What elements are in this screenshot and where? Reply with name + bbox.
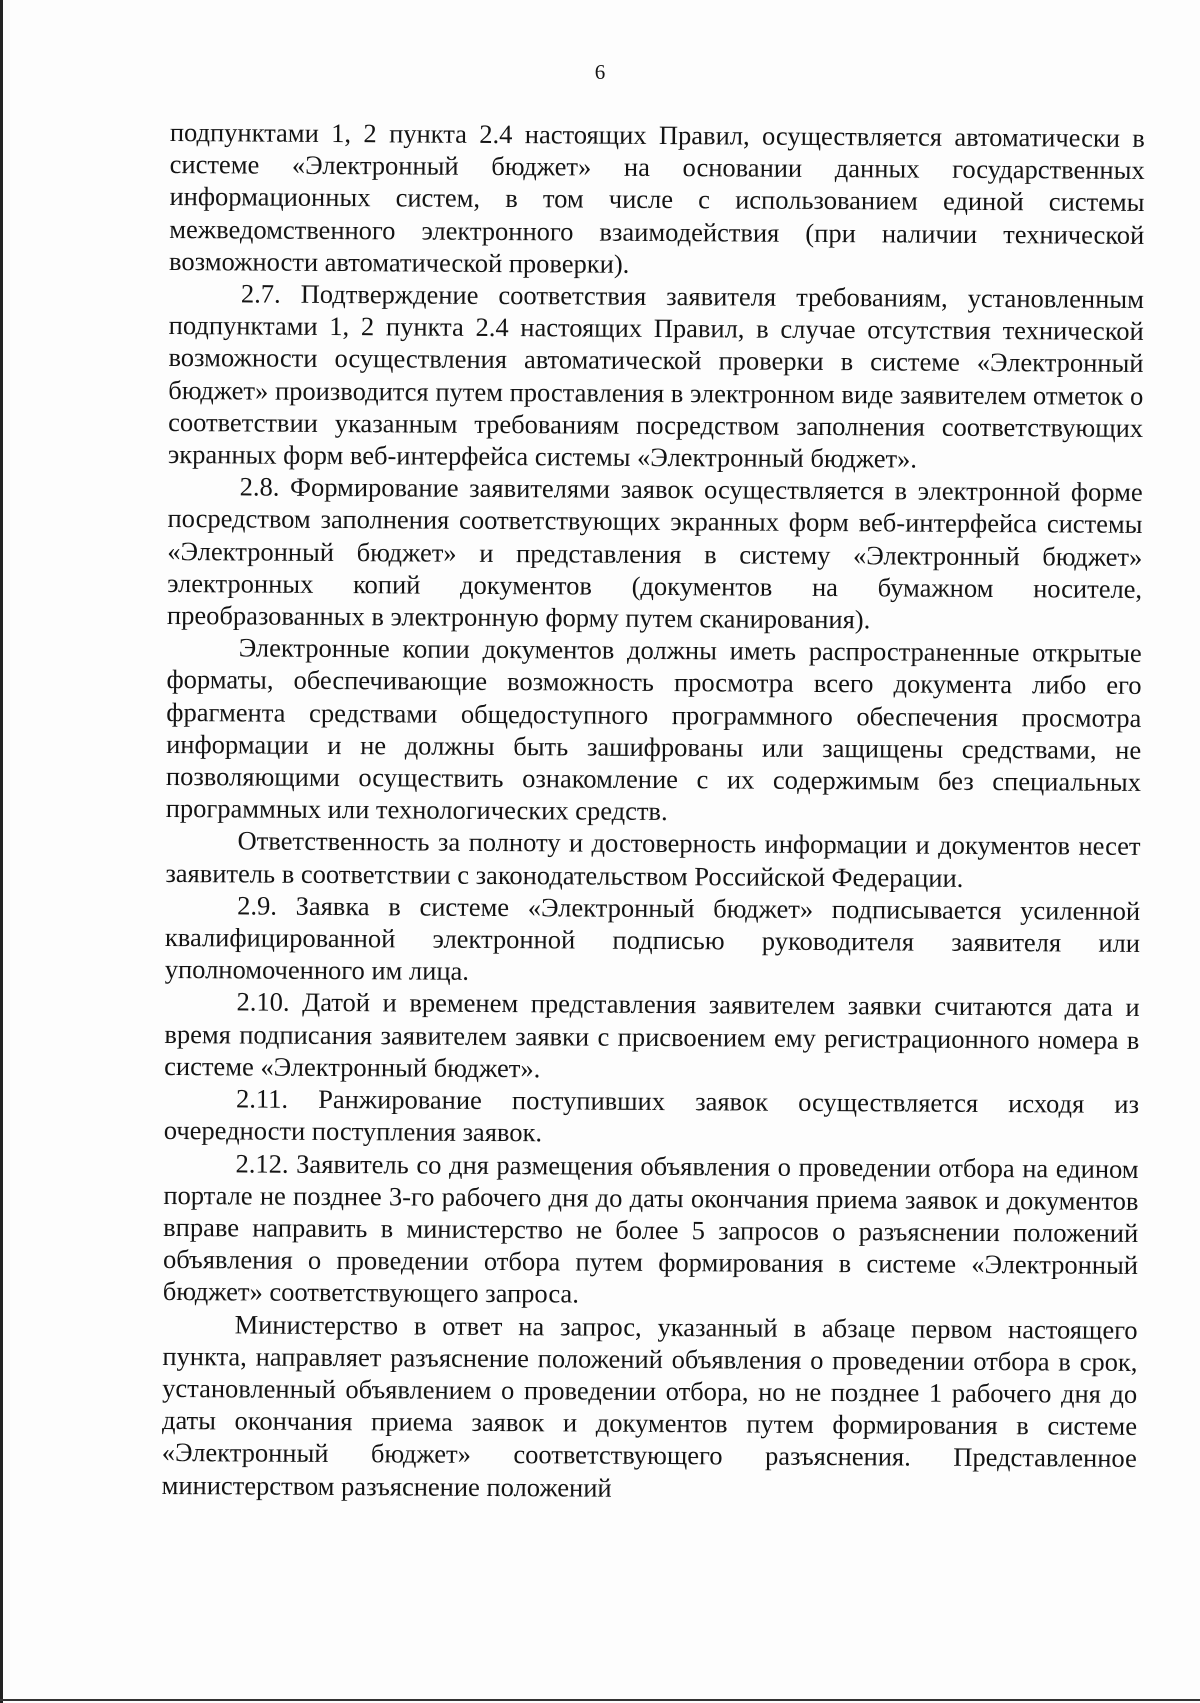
- paragraph-2-10: 2.10. Датой и временем представления заявителем заявки считаются дата и время подписания заявителем заявки с присвоением ему регистрационного номера в системе «Электронный бюджет».: [164, 986, 1140, 1084]
- paragraph-continuation: подпунктами 1, 2 пункта 2.4 настоящих Правил, осуществляется автоматически в системе «Электронный бюджет» на основании данных государственных информационных систем, в том числе с использованием единой системы межведомственного электронного взаимодействия (при наличии технической возможности автоматической проверки).: [169, 116, 1145, 279]
- paragraph-2-12: 2.12. Заявитель со дня размещения объявления о проведении отбора на едином портале не позднее 3-го рабочего дня до даты окончания приема заявок и документов вправе направить в министерство не более 5 запросов о разъяснении положений объявления о проведении отбора путем формирования в системе «Электронный бюджет» соответствующего запроса.: [162, 1147, 1139, 1309]
- paragraph-2-11: 2.11. Ранжирование поступивших заявок осуществляется исходя из очередности поступления заявок.: [163, 1083, 1140, 1148]
- paragraph-2-8-responsibility: Ответственность за полноту и достоверность информации и документов несет заявитель в соответствии с законодательством Российской Федерации.: [165, 825, 1141, 893]
- scan-edge-bottom: [0, 1699, 1200, 1701]
- paragraph-2-8: 2.8. Формирование заявителями заявок осуществляется в электронной форме посредством заполнения соответствующих экранных форм веб-интерфейса системы «Электронный бюджет» и представления в систему «Электронный бюджет» электронных копий документов (документов на бумажном носителе, преобразованных в электронную форму путем сканирования).: [166, 471, 1143, 635]
- scan-edge-left: [0, 0, 3, 1703]
- page-number: 6: [594, 60, 606, 84]
- document-body: [162, 116, 1145, 1507]
- paragraph-2-8-electronic-copies: Электронные копии документов должны иметь распространенные открытые форматы, обеспечивающие возможность просмотра всего документа либо его фрагмента средствами общедоступного программного обеспечения просмотра информации и не должны быть зашифрованы или защищены средствами, не позволяющими осуществить ознакомление с их содержимым без специальных программных или технологических средств.: [165, 632, 1142, 827]
- paragraph-2-9: 2.9. Заявка в системе «Электронный бюджет» подписывается усиленной квалифицированной электронной подписью руководителя заявителя или уполномоченного им лица.: [164, 890, 1141, 987]
- paragraph-2-12-ministry-response: Министерство в ответ на запрос, указанный в абзаце первом настоящего пункта, направляет разъяснение положений объявления о проведении отбора в срок, установленный объявлением о проведении отбора, но не позднее 1 рабочего дня до даты окончания приема заявок и документов путем формирования в системе «Электронный бюджет» соответствующего разъяснения. Представленное министерством разъяснение положений: [161, 1308, 1138, 1503]
- paragraph-2-7: 2.7. Подтверждение соответствия заявителя требованиям, установленным подпунктами 1, 2 пункта 2.4 настоящих Правил, в случае отсутствия технической возможности осуществления автоматической проверки в системе «Электронный бюджет» производится путем проставления в электронном виде заявителем отметок о соответствии указанным требованиям посредством заполнения соответствующих экранных форм веб-интерфейса системы «Электронный бюджет».: [167, 278, 1144, 474]
